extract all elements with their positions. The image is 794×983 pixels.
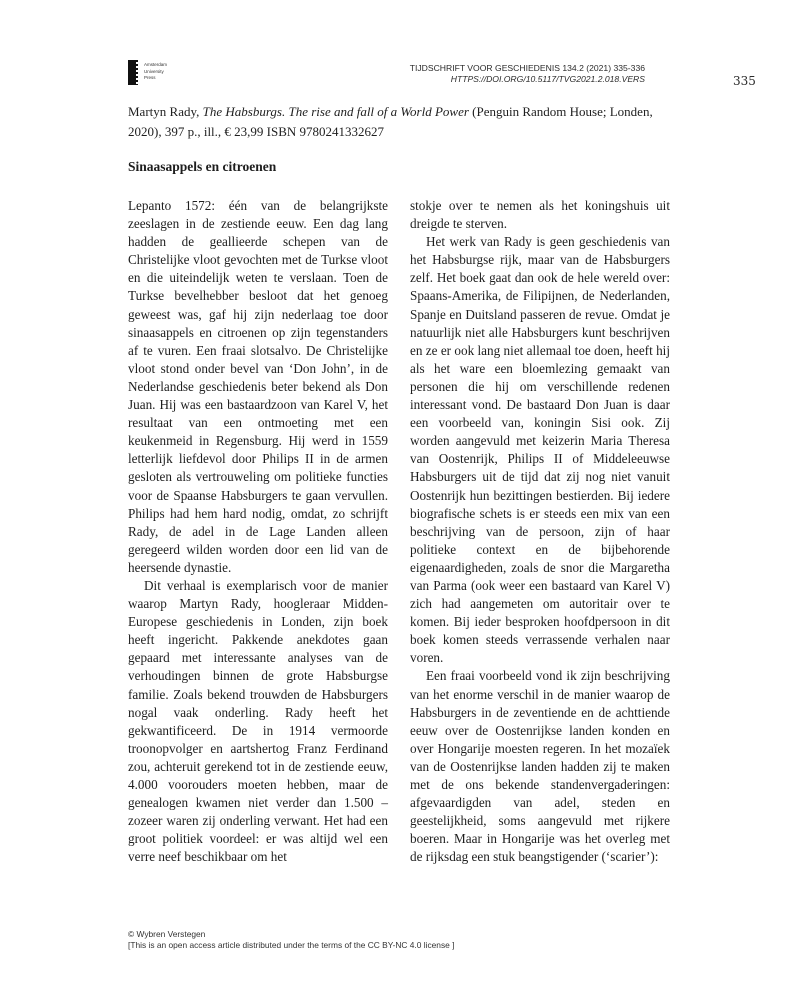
- paragraph: Het werk van Rady is geen geschiedenis van het Habsburgse rijk, maar van de Habsburgers zelf. Het boek gaat dan ook de hele wereld over: Spaans-Amerika, de Filipijnen, de Nederlanden, Spanje en Duitsland passeren de revue. Omdat je natuurlijk niet alle Habsburgers kunt beschrijven en ze er ook lang niet allemaal toe doen, heeft hij als het ware een bloemlezing gemaakt van personen die hij om verschillende redenen interessant vond. De bastaard Don Juan is daar een voorbeeld van, koningin Sisi ook. Zij worden aangevuld met keizerin Maria Theresa van Oostenrijk, Philips II of Middeleeuwse Habsburgers uit de tijd dat zij nog niet vanuit Oostenrijk hun bezittingen bestierden. Bij iedere biografische schets is er steeds een mix van een beschrijving van de persoon, zijn of haar politieke context en de bijbehorende eigenaardigheden, zoals de snor die Margaretha van Parma (ook weer een bastaard van Karel V) zich had aangemeten om autoritair over te komen. Bij ieder besproken hoofdpersoon in dit boek komen steeds verrassende verhalen naar voren.: [410, 234, 670, 666]
- citation-details: (Penguin Random House; Londen, 2020), 397 p., ill., € 23,99 ISBN 9780241332627: [128, 104, 653, 139]
- page-number: 335: [733, 74, 756, 88]
- citation-title: The Habsburgs. The rise and fall of a World Power: [202, 104, 469, 119]
- journal-header: [410, 63, 645, 85]
- footer: [128, 929, 454, 951]
- license-notice: [This is an open access article distributed under the terms of the CC BY-NC 4.0 license ]: [128, 940, 455, 950]
- aup-logo-icon: [128, 60, 136, 85]
- copyright-notice: © Wybren Verstegen: [128, 929, 206, 939]
- citation-author: Martyn Rady,: [128, 104, 203, 119]
- left-column: [128, 197, 388, 866]
- book-citation: [128, 102, 668, 142]
- right-column: [410, 197, 670, 866]
- publisher-name: Amsterdam University Press: [144, 62, 168, 80]
- paragraph: stokje over te nemen als het koningshuis uit dreigde te sterven.: [410, 198, 670, 232]
- paragraph: Lepanto 1572: één van de belangrijkste zeeslagen in de zestiende eeuw. Een dag lang hadden de geallieerde schepen van de Christelijke vloot gevochten met de Turkse vloot en die uiteindelijk weten te verslaan. Toen de Turkse bevelhebber besloot dat het genoeg geweest was, gaf hij zijn nederlaag toe door sinaasappels en citroenen op zijn tegenstanders af te vuren. Een fraai slotsalvo. De Christelijke vloot stond onder bevel van ‘Don John’, in de Nederlandse geschiedenis beter bekend als Don Juan. Hij was een bastaardzoon van Karel V, het resultaat van een ontmoeting met een keukenmeid in Regensburg. Hij werd in 1559 letterlijk liefdevol door Philips II in de armen gesloten als vertrouweling om politieke functies voor de Spaanse Habsburgers te gaan vervullen. Philips had hem hard nodig, omdat, zo schrijft Rady, de adel in de Lage Landen alleen geregeerd wilden worden door een lid van de heersende dynastie.: [128, 198, 388, 575]
- paragraph: Dit verhaal is exemplarisch voor de manier waarop Martyn Rady, hoogleraar Midden-Europese geschiedenis in Londen, zijn boek heeft ingericht. Pakkende anekdotes gaan gepaard met interessante analyses van de verhoudingen binnen de grote Habsburgse familie. Zoals bekend trouwden de Habsburgers nogal vaak onderling. Rady heeft het gekwantificeerd. De in 1914 vermoorde troonopvolger en aartshertog Franz Ferdinand zou, achteruit gerekend tot in de zestiende eeuw, 4.000 voorouders moeten hebben, maar de genealogen kwamen niet verder dan 1.500 – zozeer waren zij onderling verwant. Het had een groot politiek voordeel: er was altijd wel een verre neef beschikbaar om het: [128, 577, 388, 865]
- publisher-logo: [128, 60, 167, 85]
- article-heading: Sinaasappels en citroenen: [128, 159, 277, 174]
- doi-link[interactable]: HTTPS://DOI.ORG/10.5117/TVG2021.2.018.VERS: [450, 74, 645, 84]
- paragraph: Een fraai voorbeeld vond ik zijn beschrijving van het enorme verschil in de manier waarop de Habsburgers in de zeventiende en de achttiende eeuw over de Oostenrijkse landen konden en over Hongarije moesten regeren. In het mozaïek van de Oostenrijkse landen hadden zij te maken met de ons bekende standenvergaderingen: afgevaardigden van adel, steden en geestelijkheid, soms aangevuld met rijkere boeren. Maar in Hongarije was het overleg met de rijksdag een stuk beangstigender (‘scarier’):: [410, 668, 670, 865]
- journal-title: TIJDSCHRIFT VOOR GESCHIEDENIS 134.2 (2021) 335-336: [409, 63, 645, 73]
